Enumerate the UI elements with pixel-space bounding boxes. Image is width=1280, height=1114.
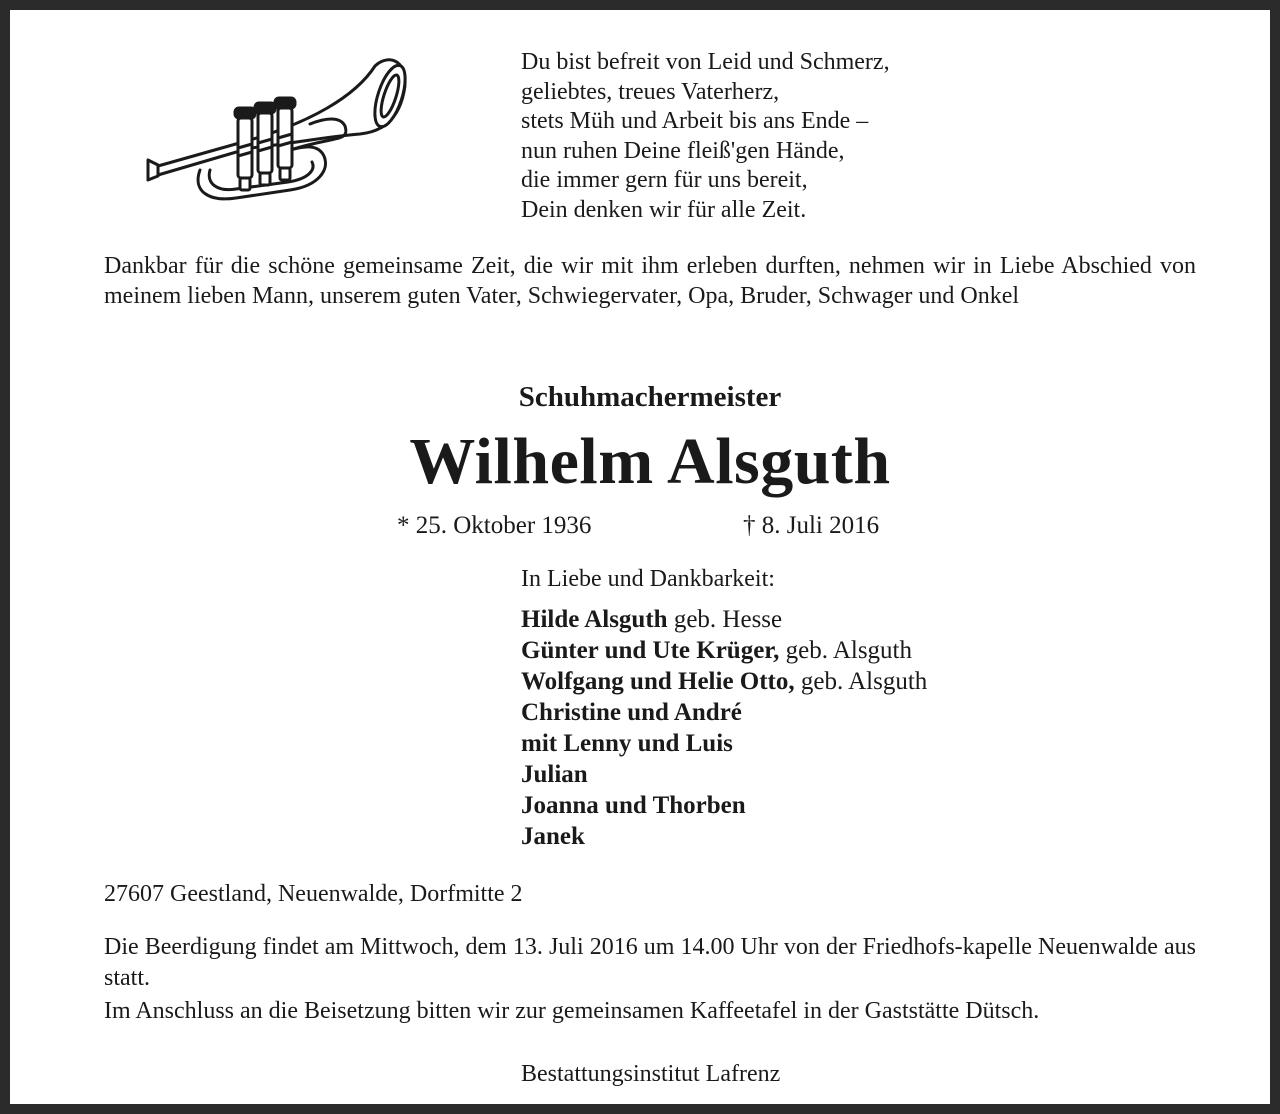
mourner-row	[521, 697, 927, 728]
trumpet-icon	[140, 52, 415, 212]
profession-title: Schuhmachermeister	[518, 381, 782, 413]
poem-line: stets Müh und Arbeit bis ans Ende –	[521, 108, 869, 134]
poem-line: Du bist befreit von Leid und Schmerz,	[521, 49, 890, 75]
death-date: † 8. Juli 2016	[743, 512, 880, 539]
family-address: 27607 Geestland, Neuenwalde, Dorfmitte 2	[104, 881, 523, 907]
mourner-name: Christine und André	[521, 699, 742, 726]
mourner-name: Wolfgang und Helie Otto,	[521, 668, 795, 695]
mourner-name: Günter und Ute Krüger,	[521, 637, 780, 664]
mourner-row	[521, 728, 927, 759]
mourner-name: Julian	[521, 761, 588, 788]
birth-date: * 25. Oktober 1936	[397, 512, 592, 539]
mourner-suffix: geb. Alsguth	[779, 637, 913, 664]
mourner-row	[521, 635, 927, 666]
poem-line: geliebtes, treues Vaterherz,	[521, 78, 780, 105]
mourner-suffix: geb. Alsguth	[794, 668, 928, 695]
poem	[521, 48, 890, 225]
mourners-list	[521, 604, 927, 852]
funeral-info: Die Beerdigung findet am Mittwoch, dem 13. Juli 2016 um 14.00 Uhr von der Friedhofs-kapelle Neuenwalde aus statt.	[104, 934, 1196, 991]
mourner-row	[521, 604, 927, 635]
poem-line: nun ruhen Deine fleiß'gen Hände,	[521, 137, 845, 164]
deceased-name: Wilhelm Alsguth	[409, 425, 891, 498]
undertaker-name: Bestattungsinstitut Lafrenz	[521, 1061, 781, 1087]
reception-info: Im Anschluss an die Beisetzung bitten wir zur gemeinsamen Kaffeetafel in der Gaststätte Dütsch.	[104, 998, 1040, 1024]
intro-text: Dankbar für die schöne gemeinsame Zeit, die wir mit ihm erleben durften, nehmen wir in Liebe Abschied von meinem lieben Mann, unserem guten Vater, Schwiegervater, Opa, Bruder, Schwager und Onkel	[104, 253, 1196, 309]
mourner-name: Joanna und Thorben	[521, 792, 746, 819]
mourner-name: mit Lenny und Luis	[521, 730, 733, 757]
poem-line: die immer gern für uns bereit,	[521, 167, 808, 193]
mourner-row	[521, 790, 927, 821]
mourners-heading: In Liebe und Dankbarkeit:	[521, 566, 775, 592]
mourner-suffix: geb. Hesse	[667, 606, 783, 633]
mourner-row	[521, 821, 927, 852]
mourner-row	[521, 759, 927, 790]
mourner-row	[521, 666, 927, 697]
poem-line: Dein denken wir für alle Zeit.	[521, 196, 807, 223]
mourner-name: Hilde Alsguth	[521, 606, 668, 633]
mourner-name: Janek	[521, 823, 585, 850]
